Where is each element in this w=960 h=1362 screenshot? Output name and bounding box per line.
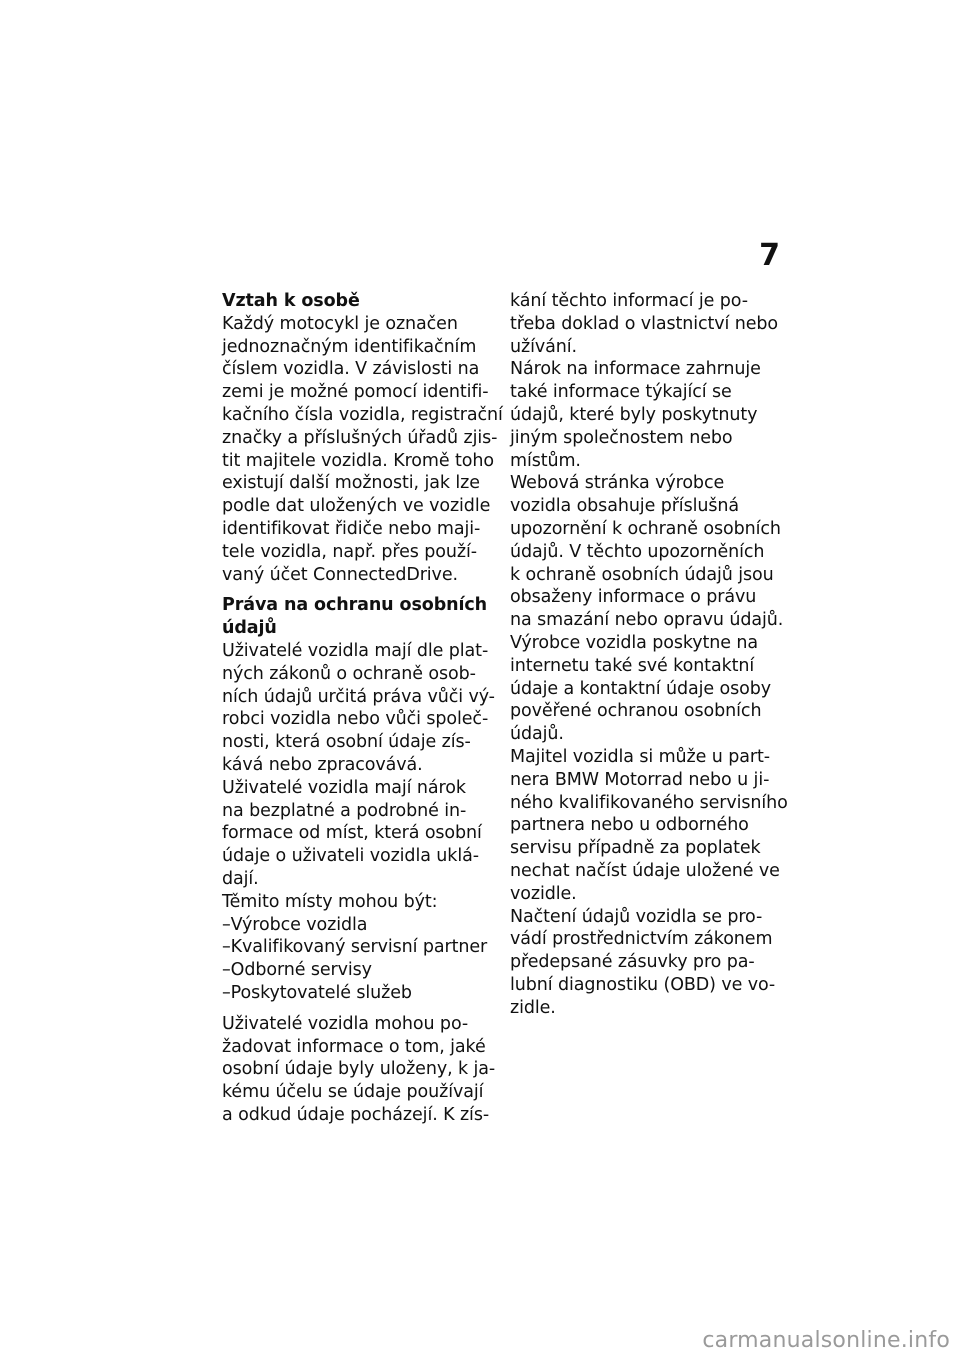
body-text-line: robci vozidla nebo vůči společ- [222,709,489,730]
body-text-line: podle dat uložených ve vozidle [222,496,491,517]
body-text-line: upozornění k ochraně osobních [510,518,781,539]
body-text-line: na bezplatné a podrobné in- [222,800,467,821]
body-text-line: Uživatelé vozidla mají nárok [222,777,466,798]
body-text-line: dají. [222,868,259,889]
body-text-line: a odkud údaje pocházejí. K zís- [222,1104,490,1125]
body-text-line: –Výrobce vozidla [222,914,368,935]
body-text-line: –Odborné servisy [222,960,372,981]
body-text-line: vaný účet ConnectedDrive. [222,564,458,585]
body-text-line: identifikovat řidiče nebo maji- [222,518,481,539]
paragraph-gap [222,586,484,594]
body-text-line: Výrobce vozidla poskytne na [510,632,758,653]
body-text-line: nosti, která osobní údaje zís- [222,732,471,753]
body-text-line: vozidle. [510,883,577,904]
body-text-line: zemi je možné pomocí identifi- [222,382,489,403]
body-text-line: ných zákonů o ochraně osob- [222,663,476,684]
body-text-line: místům. [510,450,581,471]
body-text-line: údaje o uživateli vozidla uklá- [222,846,479,867]
body-text-line: tele vozidla, např. přes použí- [222,541,477,562]
body-text-line: Každý motocykl je označen [222,313,458,334]
body-text-line: údajů. [510,724,564,745]
left-text-column [222,290,503,1127]
body-text-line: údajů. V těchto upozorněních [510,541,765,562]
body-text-line: na smazání nebo opravu údajů. [510,610,784,631]
body-text-line: číslem vozidla. V závislosti na [222,359,480,380]
body-text-line: zidle. [510,997,556,1018]
body-text-line: Webová stránka výrobce [510,473,725,494]
body-text-line: –Poskytovatelé služeb [222,982,412,1003]
body-text-line: vádí prostřednictvím zákonem [510,929,773,950]
body-text-line: užívání. [510,336,577,357]
body-text-line: tit majitele vozidla. Kromě toho [222,450,494,471]
body-text-line: vozidla obsahuje příslušná [510,496,739,517]
section-heading-line: Vztah k osobě [222,291,360,311]
body-text-line: kání těchto informací je po- [510,291,748,311]
body-text-line: žadovat informace o tom, jaké [222,1036,486,1057]
body-text-line: Uživatelé vozidla mají dle plat- [222,640,489,661]
body-text-line: kému účelu se údaje používají [222,1082,484,1103]
body-text-line: formace od míst, která osobní [222,823,482,844]
body-text-line: internetu také své kontaktní [510,655,755,676]
page-number: 7 [759,238,780,273]
body-text-line: ních údajů určitá práva vůči vý- [222,686,495,707]
paragraph-gap [222,1005,484,1013]
body-text-line: značky a příslušných úřadů zjis- [222,427,498,448]
body-text-line: Uživatelé vozidla mohou po- [222,1013,469,1034]
body-text-line: k ochraně osobních údajů jsou [510,564,774,585]
section-heading-line: údajů [222,618,277,639]
body-text-line: údaje a kontaktní údaje osoby [510,678,772,699]
body-text-line: údajů, které byly poskytnuty [510,404,758,425]
right-text-column [510,290,788,1020]
body-text-line: –Kvalifikovaný servisní partner [222,937,488,958]
body-text-line: také informace týkající se [510,382,732,403]
body-text-line: existují další možnosti, jak lze [222,473,480,494]
body-text-line: lubní diagnostiku (OBD) ve vo- [510,974,776,995]
body-text-line: jednoznačným identifikačním [222,336,477,357]
body-text-line: partnera nebo u odborného [510,815,749,836]
body-text-line: Načtení údajů vozidla se pro- [510,906,763,927]
body-text-line: nera BMW Motorrad nebo u ji- [510,769,770,790]
body-text-line: Těmito místy mohou být: [222,891,438,912]
body-text-line: ného kvalifikovaného servisního [510,792,788,813]
body-text-line: jiným společnostem nebo [510,427,733,448]
section-heading-line: Práva na ochranu osobních [222,595,488,616]
body-text-line: Nárok na informace zahrnuje [510,359,761,380]
body-text-line: kává nebo zpracovává. [222,754,423,775]
watermark-text: carmanualsonline.info [702,1328,950,1353]
body-text-line: osobní údaje byly uloženy, k ja- [222,1059,496,1080]
body-text-line: třeba doklad o vlastnictví nebo [510,313,779,334]
body-text-line: servisu případně za poplatek [510,838,761,859]
body-text-line: obsaženy informace o právu [510,587,757,608]
body-text-line: kačního čísla vozidla, registrační [222,404,503,425]
body-text-line: Majitel vozidla si může u part- [510,746,770,767]
body-text-line: nechat načíst údaje uložené ve [510,860,780,881]
body-text-line: předepsané zásuvky pro pa- [510,952,755,973]
body-text-line: pověřené ochranou osobních [510,701,762,722]
